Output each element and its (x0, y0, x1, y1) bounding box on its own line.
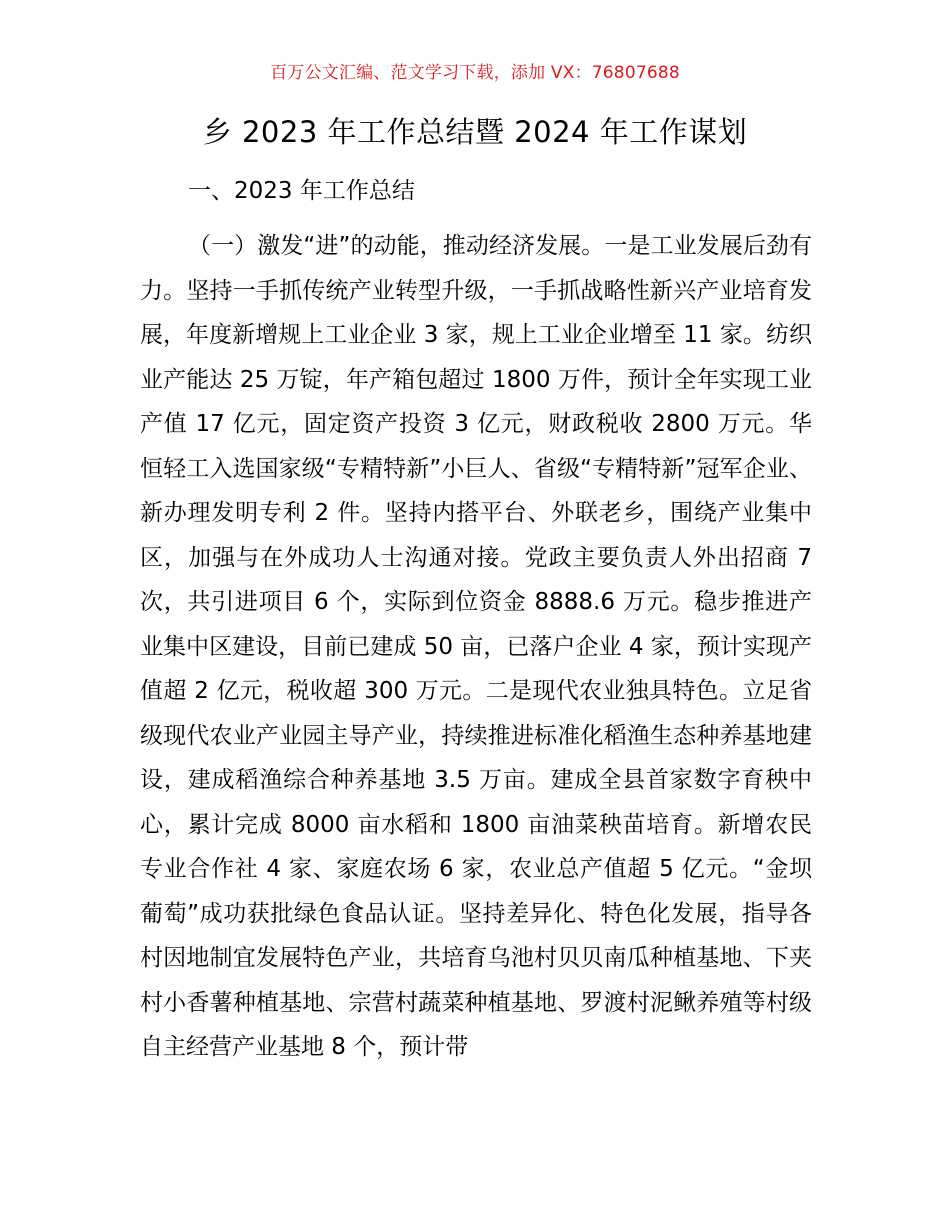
document-title: 乡 2023 年工作总结暨 2024 年工作谋划 (202, 115, 748, 149)
section-heading: 一、2023 年工作总结 (188, 178, 415, 204)
body-paragraph: （一）激发“进”的动能，推动经济发展。一是工业发展后劲有力。坚持一手抓传统产业转型升级，一手抓战略性新兴产业培育发展，年度新增规上工业企业 3 家，规上工业企业增至 11 家。纺织业产能达 25 万锭，年产箱包超过 1800 万件，预计全年实现工业产值 17 亿元，固定资产投资 3 亿元，财政税收 2800 万元。华恒轻工入选国家级“专精特新”小巨人、省级“专精特新”冠军企业、新办理发明专利 2 件。坚持内搭平台、外联老乡，围绕产业集中区，加强与在外成功人士沟通对接。党政主要负责人外出招商 7 次，共引进项目 6 个，实际到位资金 8888.6 万元。稳步推进产业集中区建设，目前已建成 50 亩，已落户企业 4 家，预计实现产值超 2 亿元，税收超 300 万元。二是现代农业独具特色。立足省级现代农业产业园主导产业，持续推进标准化稻渔生态种养基地建设，建成稻渔综合种养基地 3.5 万亩。建成全县首家数字育秧中心，累计完成 8000 亩水稻和 1800 亩油菜秧苗培育。新增农民专业合作社 4 家、家庭农场 6 家，农业总产值超 5 亿元。“金坝葡萄”成功获批绿色食品认证。坚持差异化、特色化发展，指导各村因地制宜发展特色产业，共培育乌池村贝贝南瓜种植基地、下夹村小香薯种植基地、宗营村蔬菜种植基地、罗渡村泥鳅养殖等村级自主经营产业基地 8 个，预计带 (140, 233, 812, 1060)
header-banner: 百万公文汇编、范文学习下载，添加 VX：76807688 (270, 63, 680, 83)
